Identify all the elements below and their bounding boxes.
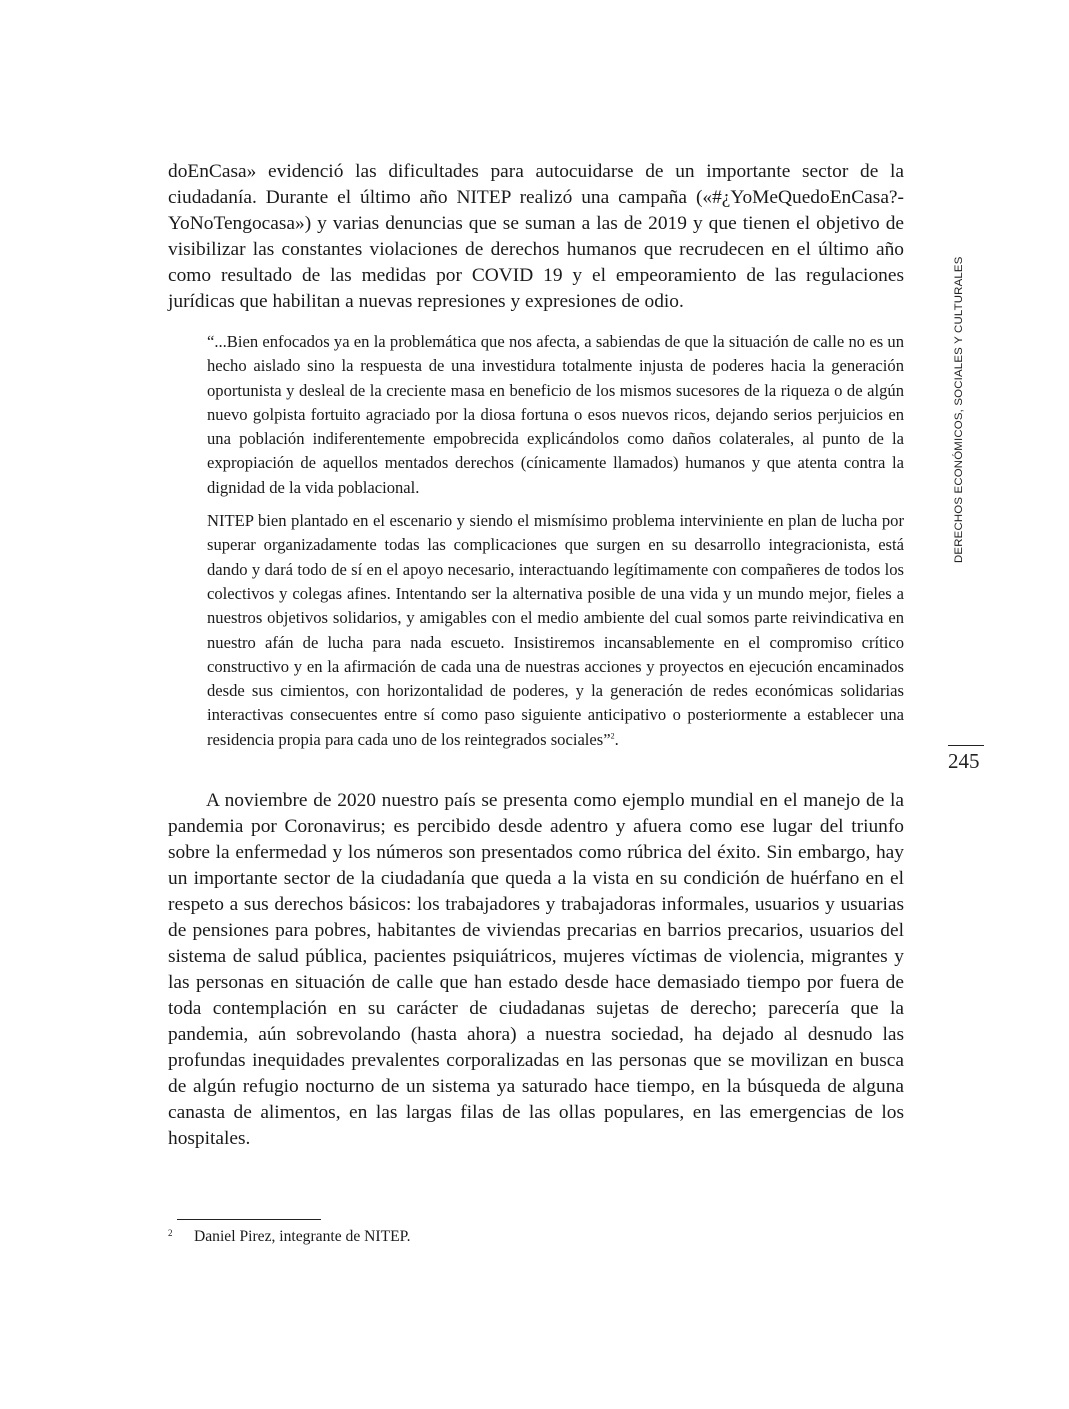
quote-paragraph-2-text: NITEP bien plantado en el escenario y siendo el mismísimo problema interviniente en plan de lucha por superar organizadamente todas las complicaciones que surgen en su desarrollo integracionista, está dando y dará todo de sí en el apoyo necesario, interactuando legítimamente con compañeres de todos los colectivos y colegas afines. Intentando ser la alternativa posible de una vida y un mundo mejor, fieles a nuestros objetivos solidarios, y amigables con el medio ambiente del cual somos parte reivindicativa en nuestro afán de lucha para nada escueto. Insistiremos incansablemente en el compromiso crítico constructivo y en la afirmación de cada una de nuestras acciones y proyectos en ejecución encaminados desde sus cimientos, con horizontalidad de poderes, y la generación de redes económicas solidarias interactivas consecuentes entre sí como paso siguiente anticipativo o posteriormente a establecer una residencia propia para cada uno de los reintegrados sociales” <box>207 511 904 749</box>
intro-section <box>168 159 904 315</box>
footnote-rule <box>177 1219 321 1220</box>
quote-paragraph-2 <box>207 509 904 752</box>
footnote-number: 2 <box>168 1228 173 1238</box>
footnote <box>168 1226 768 1248</box>
footnote-text: Daniel Pirez, integrante de NITEP. <box>194 1228 411 1245</box>
main-section <box>168 788 904 1152</box>
page-number: 245 <box>948 749 980 773</box>
footnote-reference[interactable]: 2 <box>610 731 615 741</box>
intro-paragraph: doEnCasa» evidenció las dificultades para autocuidarse de un importante sector de la ciudadanía. Durante el último año NITEP realizó una campaña («#¿YoMeQuedoEnCasa?-YoNoTengocasa») y varias denuncias que se suman a las de 2019 y que tienen el objetivo de visibilizar las constantes violaciones de derechos humanos que recrudecen en el último año como resultado de las medidas por COVID 19 y el empeoramiento de las regulaciones jurídicas que habilitan a nuevas represiones y expresiones de odio. <box>168 161 904 312</box>
page-number-rule <box>948 745 984 746</box>
quote-end-punct: . <box>614 729 619 749</box>
quote-paragraph-1: “...Bien enfocados ya en la problemática que nos afecta, a sabiendas de que la situación de calle no es un hecho aislado sino la respuesta de una investidura totalmente injusta de poderes hacia la generación oportunista y desleal de la creciente masa en beneficio de los mismos sucesores de la riqueza o de algún nuevo golpista fortuito agraciado por la diosa fortuna o esos nuevos ricos, dejando serios perjuicios en una población indiferentemente empobrecida explicándolos como daños colaterales, al punto de la expropiación de aquellos mentados derechos (cínicamente llamados) humanos y que atenta contra la dignidad de la vida poblacional. <box>207 332 904 497</box>
running-section-title: DERECHOS ECONÓMICOS, SOCIALES Y CULTURALES <box>953 256 965 563</box>
main-paragraph: A noviembre de 2020 nuestro país se presenta como ejemplo mundial en el manejo de la pandemia por Coronavirus; es percibido desde adentro y afuera como ese lugar del triunfo sobre la enfermedad y los números son presentados como rúbrica del éxito. Sin embargo, hay un importante sector de la ciudadanía que queda a la vista en su condición de huérfano en el respeto a sus derechos básicos: los trabajadores y trabajadoras informales, usuarios y usuarias de pensiones para pobres, habitantes de viviendas precarias en barrios precarios, usuarios del sistema de salud pública, pacientes psiquiátricos, mujeres víctimas de violencia, migrantes y las personas en situación de calle que han estado desde hace demasiado tiempo por fuera de toda contemplación en su carácter de ciudadanas sujetas de derecho; parecería que la pandemia, aún sobrevolando (hasta ahora) a nuestra sociedad, ha dejado al desnudo las profundas inequidades prevalentes corporalizadas en las personas que se movilizan en busca de algún refugio nocturno de un sistema ya saturado hace tiempo, en la búsqueda de alguna canasta de alimentos, en las largas filas de las ollas populares, en las emergencias de los hospitales. <box>168 790 904 1149</box>
block-quote <box>207 330 904 752</box>
